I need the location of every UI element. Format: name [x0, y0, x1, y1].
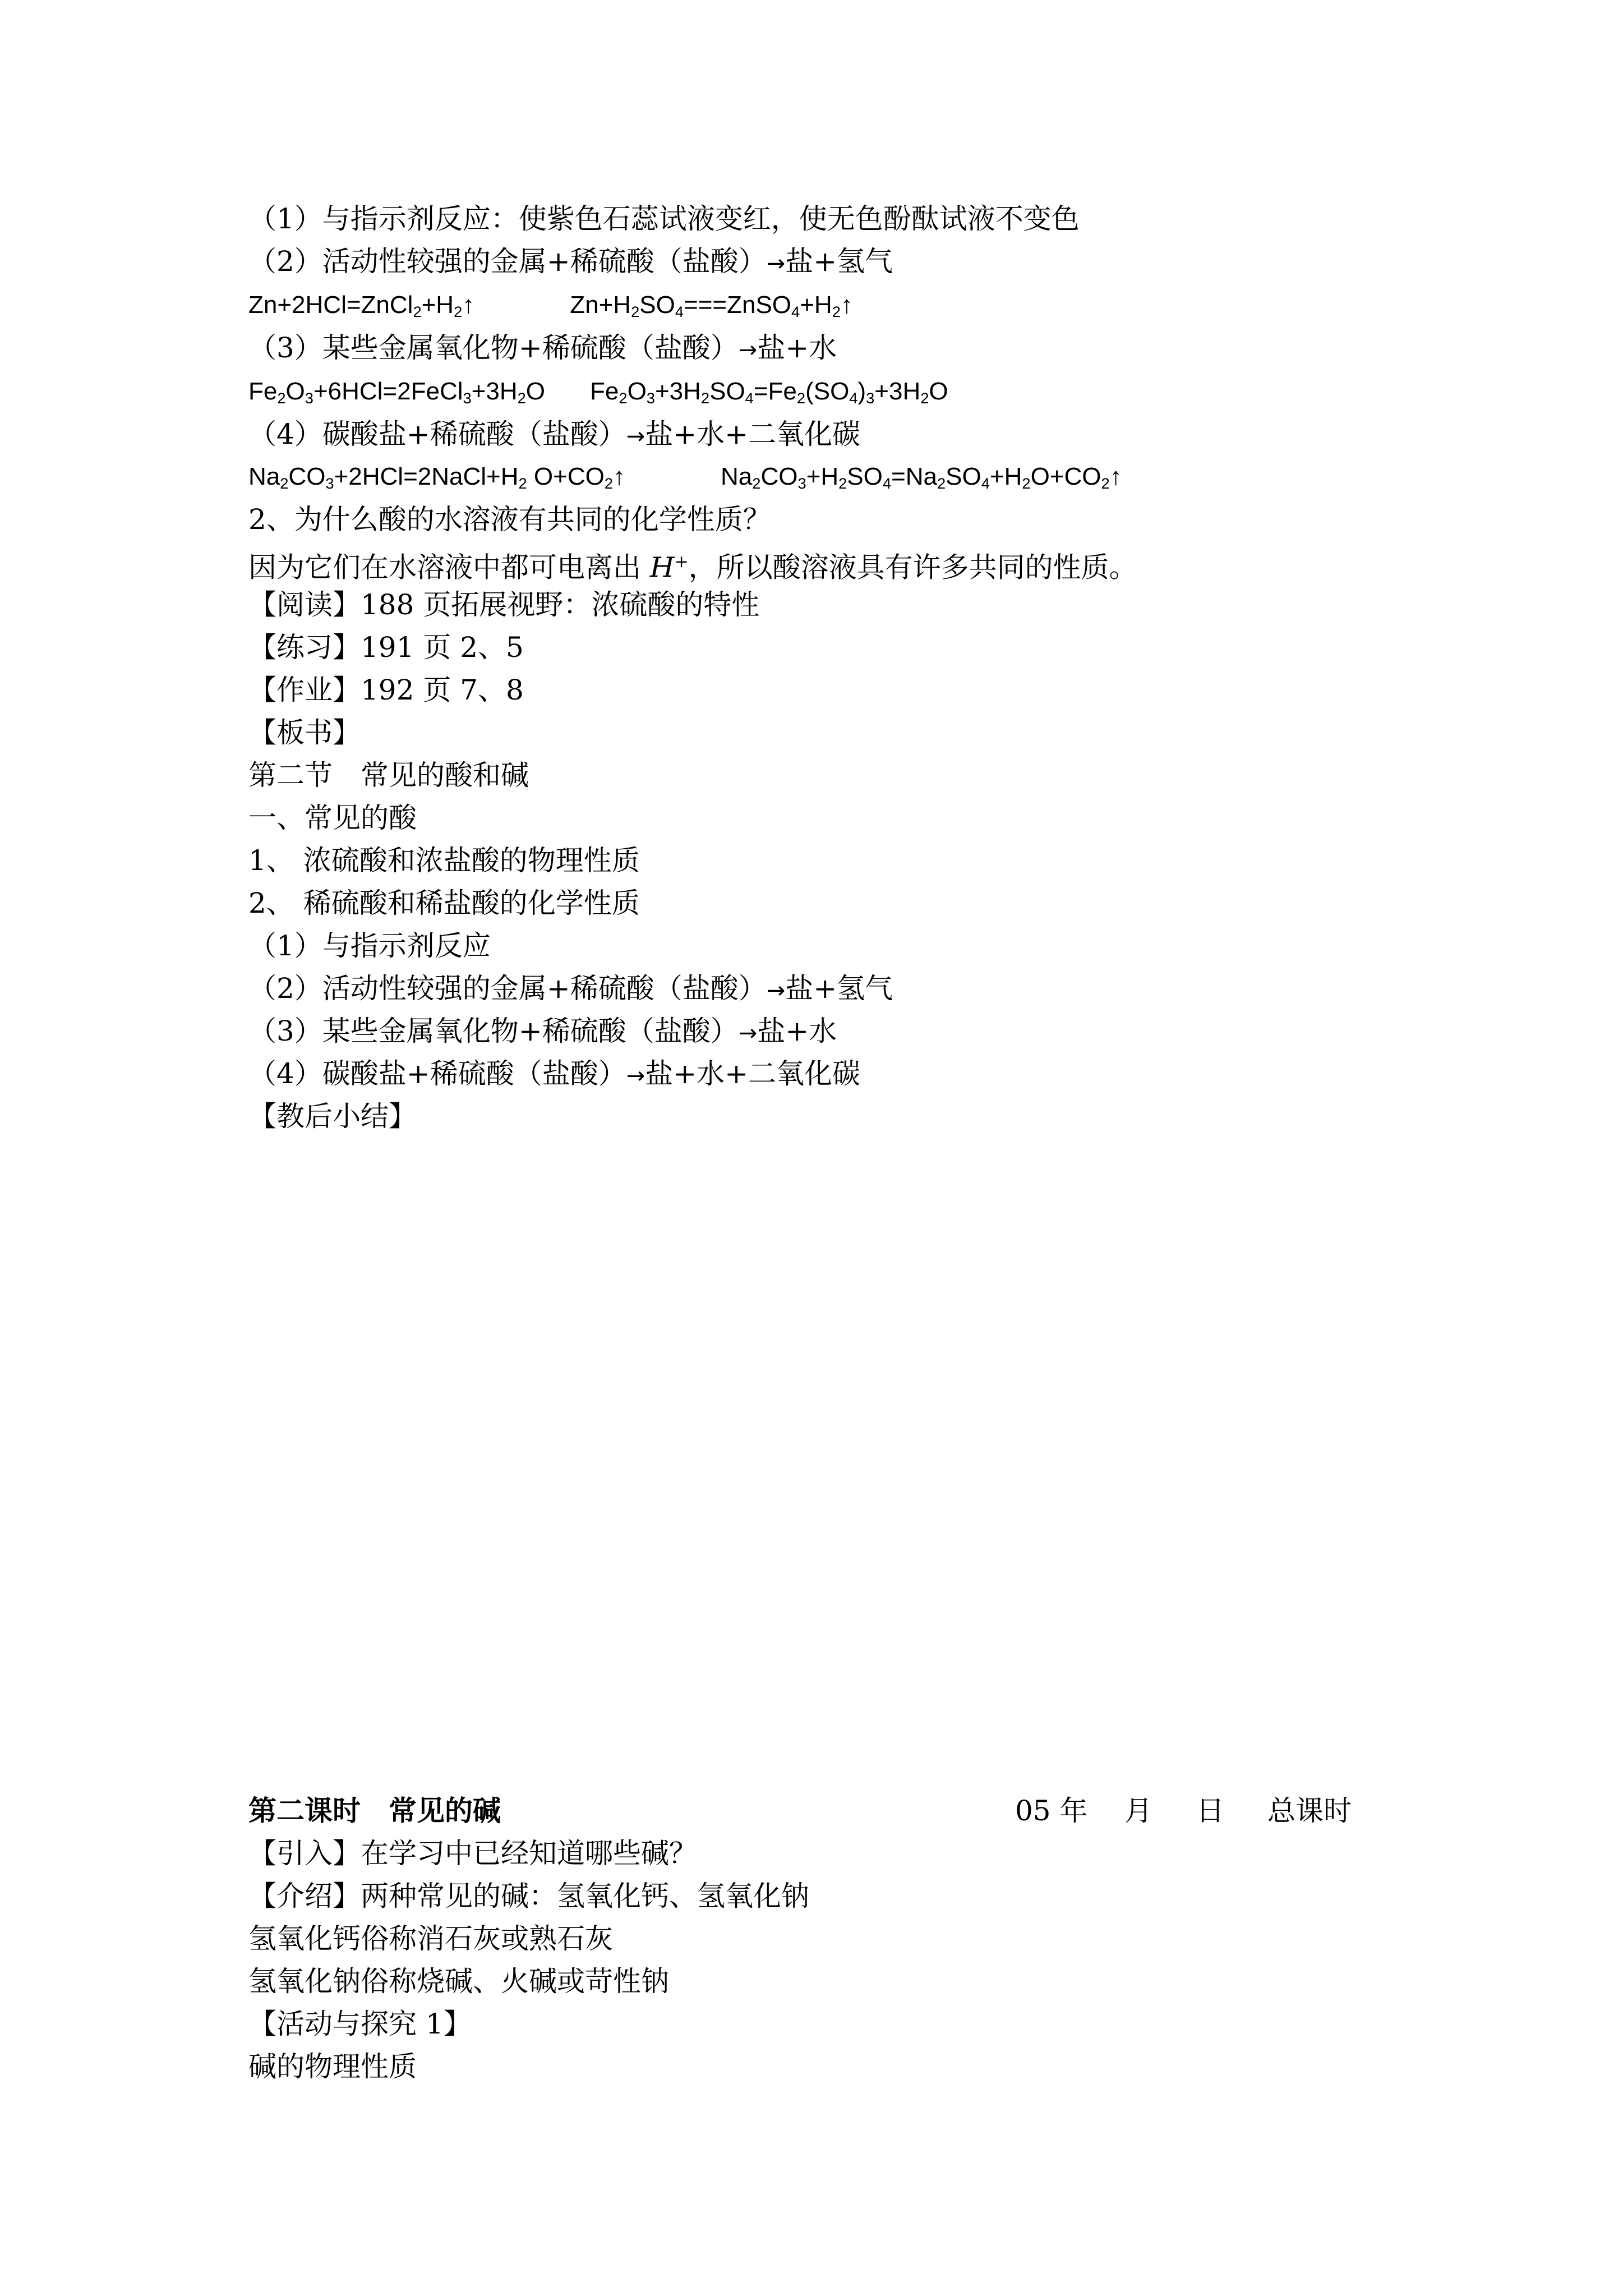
- date-month: 月: [1124, 1795, 1152, 1827]
- text-line: 【引入】在学习中已经知道哪些碱？: [248, 1837, 697, 1870]
- text-line: 2、为什么酸的水溶液有共同的化学性质？: [248, 503, 771, 536]
- text-line: 【活动与探究 1】: [248, 2008, 472, 2040]
- text-line: （3）某些金属氧化物+稀硫酸（盐酸）→盐+水: [248, 332, 837, 364]
- text-line: 第二节 常见的酸和碱: [248, 759, 529, 792]
- text-line: （4）碳酸盐+稀硫酸（盐酸）→盐+水+二氧化碳: [248, 418, 861, 450]
- text-line: 因为它们在水溶液中都可电离出 H+，所以酸溶液具有许多共同的性质。: [248, 551, 1137, 584]
- text-line: 氢氧化钙俗称消石灰或熟石灰: [248, 1922, 613, 1955]
- text-line: 【练习】191 页 2、5: [248, 631, 524, 664]
- text-line: 2、 稀硫酸和稀盐酸的化学性质: [248, 887, 640, 919]
- date-day: 日: [1196, 1795, 1224, 1827]
- text-line: 1、 浓硫酸和浓盐酸的物理性质: [248, 844, 640, 877]
- text-line: 【教后小结】: [248, 1100, 417, 1133]
- text-line: （4）碳酸盐+稀硫酸（盐酸）→盐+水+二氧化碳: [248, 1057, 861, 1090]
- text-line: 【板书】: [248, 716, 361, 749]
- equation-line: $Na_2CO_3+2HCl=2NaCl+H_2$ $O+CO_2↑$ $Na_2CO_3+H_2SO_4=Na_2SO_4+H_2O+CO_2↑$: [248, 463, 1122, 492]
- text-line: 【介绍】两种常见的碱：氢氧化钙、氢氧化钠: [248, 1880, 809, 1912]
- equation-line: $Zn+2HCl=ZnCl_2+H_2↑$ $Zn+H_2SO_4===ZnSO_4+H_2↑$: [248, 291, 853, 320]
- text-line: 【阅读】188 页拓展视野：浓硫酸的特性: [248, 588, 760, 621]
- text-line: （1）与指示剂反应：使紫色石蕊试液变红，使无色酚酞试液不变色: [248, 203, 1080, 235]
- date-total-periods: 总课时: [1267, 1795, 1352, 1827]
- text-line: 【作业】192 页 7、8: [248, 674, 524, 706]
- text-line: 氢氧化钠俗称烧碱、火碱或苛性钠: [248, 1965, 669, 1998]
- text-line: （2）活动性较强的金属+稀硫酸（盐酸）→盐+氢气: [248, 972, 893, 1005]
- text-line: 碱的物理性质: [248, 2050, 417, 2083]
- text-line: （3）某些金属氧化物+稀硫酸（盐酸）→盐+水: [248, 1015, 837, 1047]
- text-line: 一、常见的酸: [248, 802, 417, 834]
- text-line: （2）活动性较强的金属+稀硫酸（盐酸）→盐+氢气: [248, 245, 893, 278]
- date-year: 05 年: [1015, 1795, 1088, 1827]
- text-line: （1）与指示剂反应: [248, 930, 491, 962]
- section-heading: 第二课时 常见的碱: [248, 1794, 501, 1827]
- equation-line: $Fe_2O_3+6HCl=2FeCl_3+3H_2O$ $Fe_2O_3+3H_2SO_4=Fe_2(SO_4)_3+3H_2O$: [248, 378, 948, 407]
